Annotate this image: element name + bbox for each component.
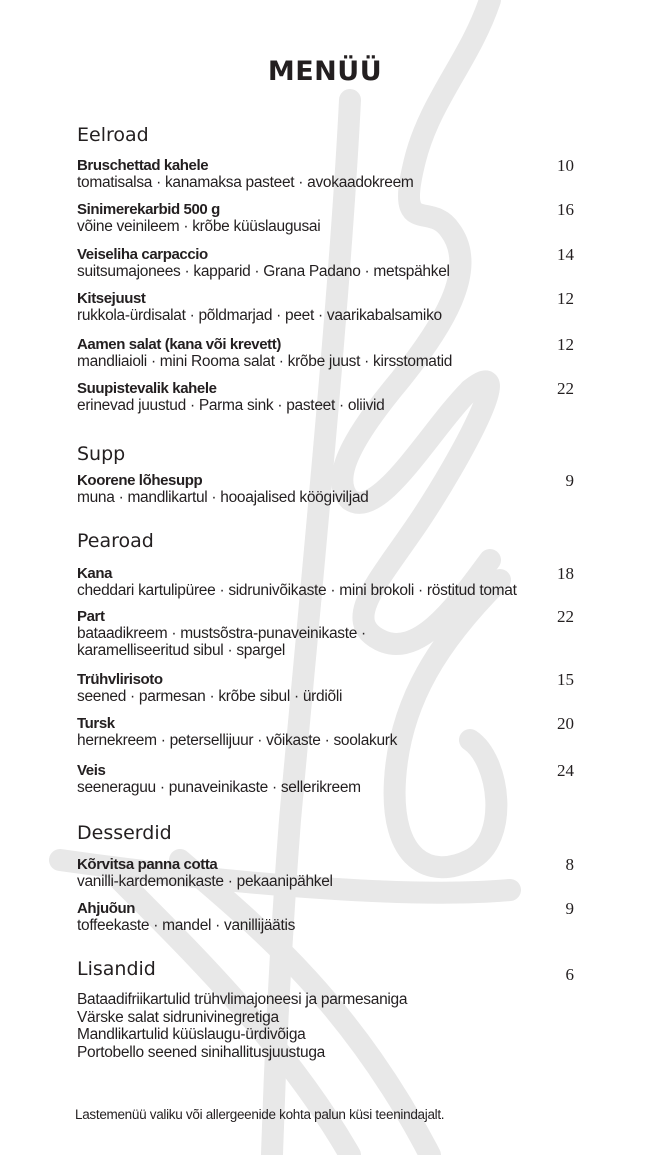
item-description: hernekreem · petersellijuur · võikaste · soolakurk (77, 732, 398, 749)
item-name: Ahjuõun (77, 900, 136, 917)
item-price: 15 (557, 670, 574, 689)
item-description: bataadikreem · mustsõstra-punaveinikaste · (77, 625, 366, 642)
item-name: Kana (77, 565, 113, 582)
side-dish: Portobello seened sinihallitusjuustuga (77, 1043, 325, 1061)
sides-list (77, 991, 407, 1061)
item-name: Trühvlirisoto (77, 671, 163, 688)
menu-item (77, 157, 574, 191)
item-price: 22 (557, 607, 574, 626)
menu-item (77, 290, 574, 324)
section-title-lisandid: Lisandid (77, 958, 156, 980)
menu-item (77, 380, 574, 414)
item-description: tomatisalsa · kanamaksa pasteet · avokaadokreem (77, 174, 414, 191)
item-name: Aamen salat (kana või krevett) (77, 336, 281, 353)
item-name: Kitsejuust (77, 290, 146, 307)
menu-item (77, 900, 574, 934)
item-name: Koorene lõhesupp (77, 472, 203, 489)
section-title-eelroad: Eelroad (77, 124, 149, 146)
item-description: suitsumajonees · kapparid · Grana Padano · metspähkel (77, 263, 450, 280)
side-dish: Mandlikartulid küüslaugu-ürdivõiga (77, 1026, 306, 1043)
menu-item (77, 246, 574, 280)
item-price: 16 (557, 200, 574, 219)
item-description: rukkola-ürdisalat · põldmarjad · peet · vaarikabalsamiko (77, 307, 442, 324)
item-price: 14 (557, 245, 574, 264)
section-title-supp: Supp (77, 443, 126, 465)
menu-item (77, 608, 574, 659)
item-name: Part (77, 608, 105, 625)
menu-item (77, 336, 574, 370)
item-price: 12 (557, 289, 574, 308)
item-name: Suupistevalik kahele (77, 380, 217, 397)
menu-item (77, 671, 574, 705)
item-price: 24 (557, 761, 574, 780)
item-name: Tursk (77, 715, 115, 732)
menu-title: MENÜÜ (267, 56, 383, 87)
menu-item (77, 856, 574, 890)
item-name: Veiseliha carpaccio (77, 246, 208, 263)
item-description: toffeekaste · mandel · vanillijäätis (77, 917, 296, 934)
item-price: 9 (565, 471, 574, 490)
item-description: võine veinileem · krõbe küüslaugusai (77, 218, 321, 235)
item-description: seened · parmesan · krõbe sibul · ürdiõli (77, 688, 343, 705)
item-price: 12 (557, 335, 574, 354)
item-name: Bruschettad kahele (77, 157, 209, 174)
item-description: mandliaioli · mini Rooma salat · krõbe juust · kirsstomatid (77, 353, 453, 370)
item-price: 22 (557, 379, 574, 398)
section-title-pearoad: Pearoad (77, 530, 154, 552)
side-dish: Bataadifriikartulid trühvlimajoneesi ja parmesaniga (77, 991, 408, 1008)
item-price: 18 (557, 564, 574, 583)
menu-item (77, 565, 574, 599)
item-description: seeneraguu · punaveinikaste · sellerikreem (77, 779, 361, 796)
item-name: Veis (77, 762, 106, 779)
menu-item (77, 201, 574, 235)
item-price: 20 (557, 714, 574, 733)
menu-item (77, 472, 574, 506)
menu-item (77, 762, 574, 796)
item-description: vanilli-kardemonikaste · pekaanipähkel (77, 873, 333, 890)
menu-item (77, 715, 574, 749)
item-price: 10 (557, 156, 574, 175)
item-description: muna · mandlikartul · hooajalised köögiviljad (77, 489, 369, 506)
side-dish: Värske salat sidrunivinegretiga (77, 1008, 279, 1026)
item-description-line-2: karamelliseeritud sibul · spargel (77, 642, 286, 659)
allergen-note: Lastemenüü valiku või allergeenide kohta palun küsi teenindajalt. (75, 1107, 445, 1122)
section-title-desserdid: Desserdid (77, 822, 172, 844)
item-name: Kõrvitsa panna cotta (77, 856, 218, 873)
item-price: 8 (565, 855, 574, 874)
item-name: Sinimerekarbid 500 g (77, 201, 220, 218)
item-description: cheddari kartulipüree · sidrunivõikaste · mini brokoli · röstitud tomat (77, 582, 517, 599)
item-price: 9 (565, 899, 574, 918)
item-description: erinevad juustud · Parma sink · pasteet · oliivid (77, 397, 385, 414)
sides-price: 6 (565, 965, 574, 984)
